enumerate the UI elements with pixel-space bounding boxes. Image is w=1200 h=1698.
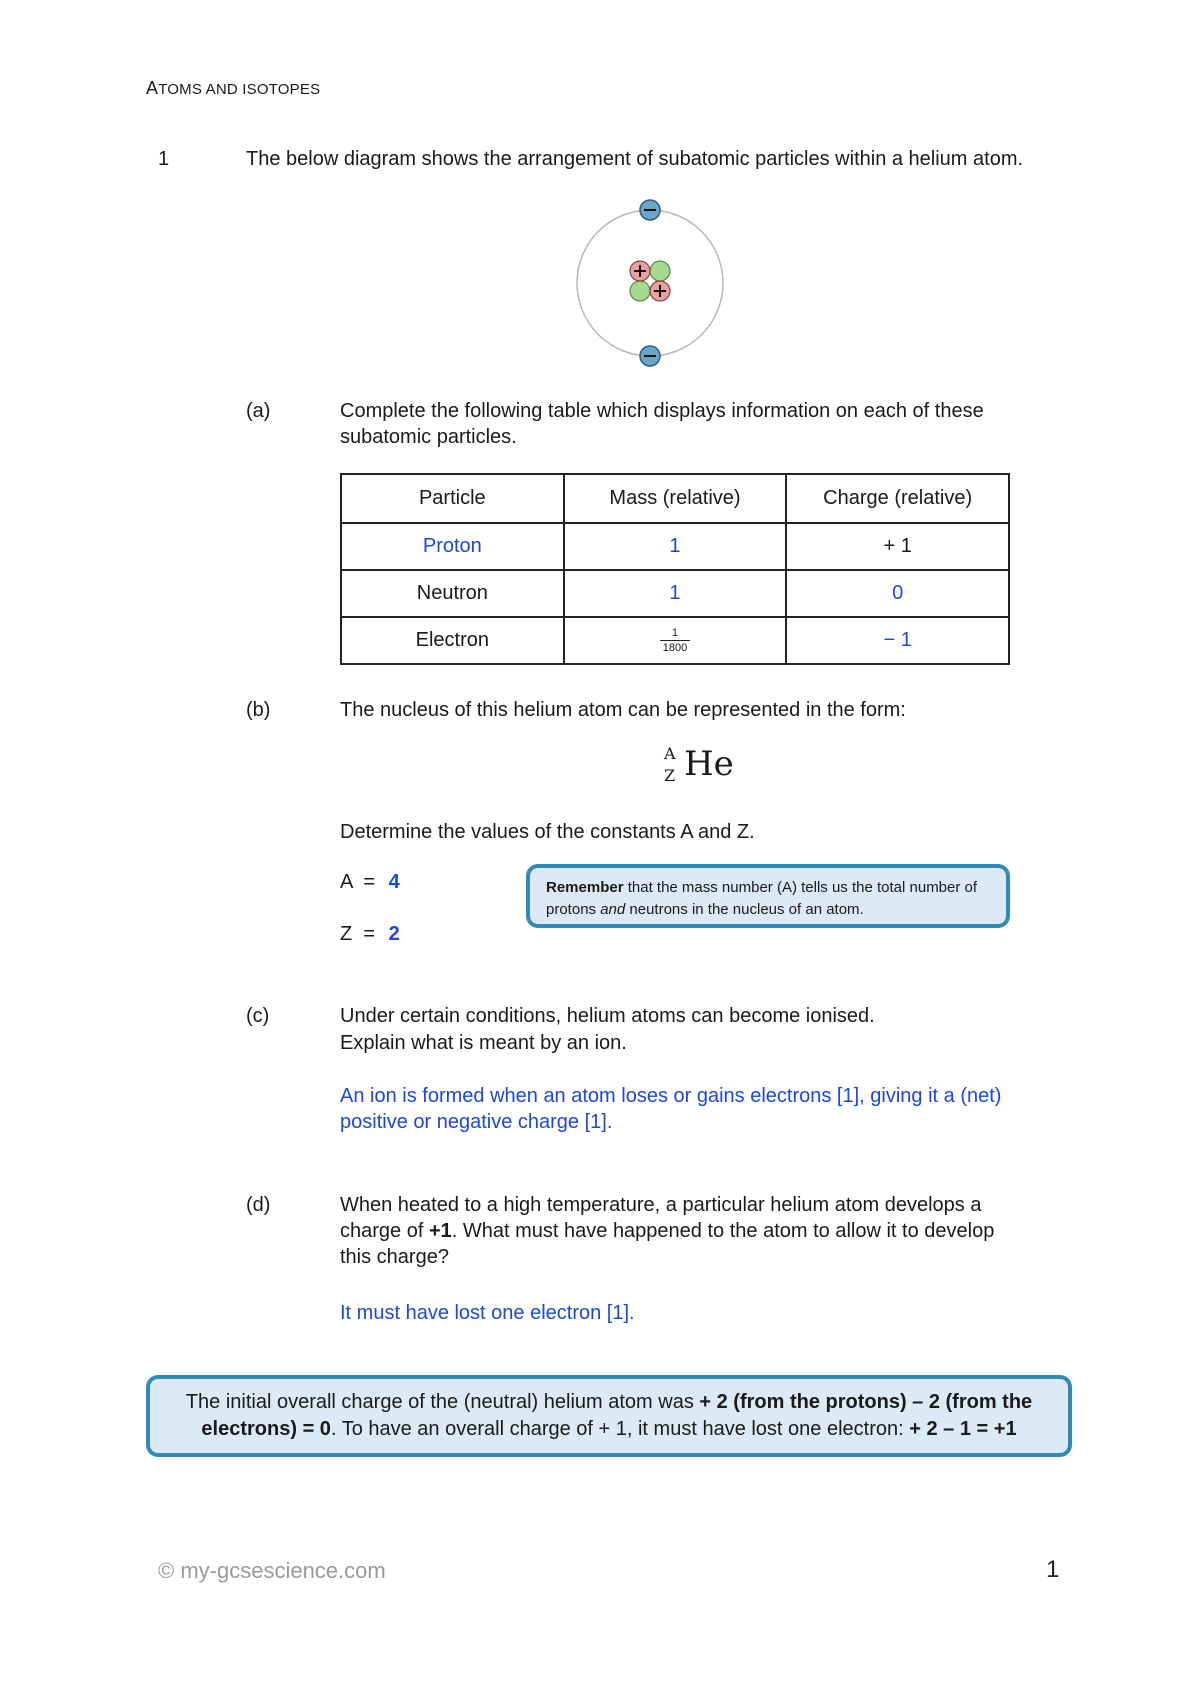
- nuclide-symbol: He: [684, 744, 734, 784]
- part-c-label: (c): [246, 1005, 270, 1027]
- remember-note: [526, 864, 1010, 928]
- part-d-label: (d): [246, 1194, 271, 1216]
- page-number: 1: [1046, 1556, 1060, 1583]
- note-bold: Remember: [546, 879, 624, 896]
- neutron-charge: 0: [786, 570, 1009, 617]
- header-rest: TOMS AND ISOTOPES: [158, 81, 321, 98]
- proton: [650, 281, 670, 301]
- electron-mass-fraction: [660, 628, 690, 653]
- part-c-answer: An ion is formed when an atom loses or gains electrons [1], giving it a (net) positive or negative charge [1].: [340, 1085, 1002, 1133]
- proton-charge: + 1: [786, 523, 1009, 570]
- summary-note: [146, 1375, 1072, 1457]
- table-header-row: [341, 474, 1009, 523]
- part-c-line-1: Under certain conditions, helium atoms can become ionised.: [340, 1005, 875, 1027]
- electron-mass: [564, 617, 787, 664]
- part-b-prompt: Determine the values of the constants A and Z.: [340, 821, 755, 843]
- note-text-2: neutrons in the nucleus of an atom.: [625, 901, 864, 918]
- particle-proton: Proton: [341, 523, 564, 570]
- part-b-label: (b): [246, 699, 271, 721]
- note-italic: and: [600, 901, 626, 918]
- electron-bottom: [640, 346, 660, 366]
- summary-bold-1: + 2 (from the protons) – 2 (from the electrons) = 0: [201, 1391, 1033, 1440]
- part-a-label: (a): [246, 400, 271, 422]
- part-d-text-2: . What must have happened to the atom to allow it to develop this charge?: [340, 1220, 995, 1268]
- header-initial: A: [146, 78, 159, 98]
- z-label: Z =: [340, 923, 376, 945]
- neutron: [650, 261, 670, 281]
- electron-charge: − 1: [786, 617, 1009, 664]
- z-value: 2: [388, 923, 400, 945]
- summary-text-1: The initial overall charge of the (neutral) helium atom was: [185, 1391, 700, 1413]
- helium-atom-diagram: [560, 190, 740, 375]
- nuclide-atomic-number: Z: [664, 766, 676, 785]
- proton: [630, 261, 650, 281]
- part-d-text-1: When heated to a high temperature, a particular helium atom develops a charge of: [340, 1194, 982, 1242]
- nucleus: [630, 261, 670, 301]
- particle-table: [340, 473, 1010, 665]
- particle-electron: Electron: [341, 617, 564, 664]
- nuclide-notation: [662, 740, 762, 790]
- fraction-denominator: 1800: [662, 642, 688, 654]
- part-a-text: Complete the following table which displays information on each of these subatomic particles.: [340, 400, 984, 448]
- table-header-cell: Charge (relative): [786, 474, 1009, 523]
- electron-top: [640, 200, 660, 220]
- neutron-mass: 1: [564, 570, 787, 617]
- table-row: [341, 570, 1009, 617]
- question-intro: The below diagram shows the arrangement of subatomic particles within a helium atom.: [246, 148, 1024, 170]
- fraction-numerator: 1: [671, 627, 679, 639]
- page-header: [146, 78, 320, 99]
- table-row: [341, 617, 1009, 664]
- a-value-line: [340, 869, 400, 895]
- part-d-text: [340, 1192, 1030, 1270]
- table-row: [341, 523, 1009, 570]
- summary-bold-2: + 2 – 1 = +1: [909, 1418, 1017, 1440]
- part-d-charge: +1: [428, 1220, 452, 1242]
- part-b-text: The nucleus of this helium atom can be represented in the form:: [340, 699, 906, 721]
- summary-text-2: . To have an overall charge of + 1, it must have lost one electron:: [330, 1418, 910, 1440]
- part-c-line-2: Explain what is meant by an ion.: [340, 1032, 627, 1054]
- question-number: 1: [158, 148, 170, 170]
- a-value: 4: [388, 871, 400, 893]
- z-value-line: [340, 921, 400, 947]
- note-text-1: that the mass number (A) tells us the total number of protons: [546, 879, 978, 918]
- neutron: [630, 281, 650, 301]
- table-header-cell: Particle: [341, 474, 564, 523]
- particle-neutron: Neutron: [341, 570, 564, 617]
- nuclide-mass-number: A: [664, 744, 676, 763]
- table-header-cell: Mass (relative): [564, 474, 787, 523]
- footer-copyright: © my-gcsescience.com: [158, 1558, 386, 1583]
- part-d-answer: It must have lost one electron [1].: [340, 1302, 635, 1324]
- electron-shell: [577, 210, 723, 356]
- proton-mass: 1: [564, 523, 787, 570]
- a-label: A =: [340, 871, 376, 893]
